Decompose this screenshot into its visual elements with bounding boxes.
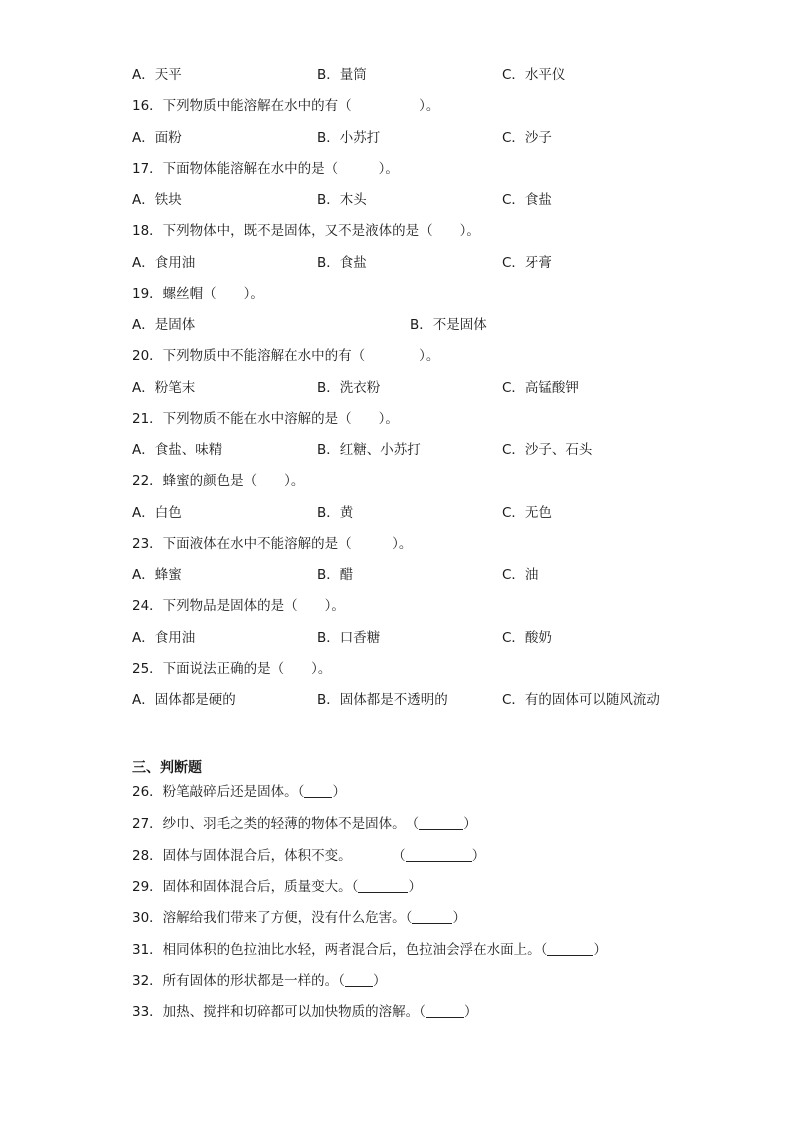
judgement-text: 26．粉笔敲碎后还是固体。（ xyxy=(132,784,305,800)
option-b[interactable]: B．小苏打 xyxy=(317,129,381,146)
option-b[interactable]: B．量筒 xyxy=(317,67,367,83)
option-a[interactable]: A．固体都是硬的 xyxy=(132,692,236,708)
answer-blank[interactable] xyxy=(358,878,408,893)
option-a[interactable]: A．天平 xyxy=(132,67,182,83)
option-c[interactable]: C．水平仪 xyxy=(502,67,566,83)
judgement-item xyxy=(132,939,607,961)
option-a[interactable]: A．蜂蜜 xyxy=(132,567,182,583)
judgement-text: 29．固体和固体混合后，质量变大。（ xyxy=(132,879,359,895)
answer-blank[interactable] xyxy=(547,941,593,956)
closing-paren: ） xyxy=(332,784,346,800)
question-text: 24．下列物品是固体的是（ ）。 xyxy=(132,598,345,615)
answer-blank[interactable] xyxy=(304,783,332,798)
judgement-item xyxy=(132,876,422,898)
judgement-item xyxy=(132,907,466,929)
option-b[interactable]: B．食盐 xyxy=(317,254,367,271)
closing-paren: ） xyxy=(471,848,486,864)
option-b[interactable]: B．黄 xyxy=(317,504,354,521)
option-a[interactable]: A．铁块 xyxy=(132,192,182,208)
closing-paren: ） xyxy=(452,910,466,926)
judgement-item xyxy=(132,781,346,803)
option-c[interactable]: C．无色 xyxy=(502,504,552,521)
option-b[interactable]: B．木头 xyxy=(317,192,367,208)
judgement-text: 33．加热、搅拌和切碎都可以加快物质的溶解。（ xyxy=(132,1004,426,1020)
option-a[interactable]: A．食盐、味精 xyxy=(132,442,223,458)
judgement-item xyxy=(132,845,485,867)
closing-paren: ） xyxy=(593,942,607,958)
option-a[interactable]: A．是固体 xyxy=(132,317,196,333)
judgement-text: 30．溶解给我们带来了方便，没有什么危害。（ xyxy=(132,910,413,926)
option-b[interactable]: B．口香糖 xyxy=(317,629,381,646)
answer-blank[interactable] xyxy=(426,1003,464,1018)
section-title: 三、判断题 xyxy=(132,760,202,776)
option-c[interactable]: C．牙膏 xyxy=(502,254,552,271)
judgement-text: 31．相同体积的色拉油比水轻，两者混合后，色拉油会浮在水面上。（ xyxy=(132,942,548,958)
closing-paren: ） xyxy=(463,816,477,832)
judgement-text: 27．纱巾、羽毛之类的轻薄的物体不是固体。 （ xyxy=(132,816,420,832)
option-c[interactable]: C．有的固体可以随风流动 xyxy=(502,692,660,708)
judgement-item xyxy=(132,1001,477,1023)
option-a[interactable]: A．粉笔末 xyxy=(132,379,196,396)
judgement-text: 28．固体与固体混合后，体积不变。 （ xyxy=(132,848,406,864)
question-text: 16．下列物质中能溶解在水中的有（ ）。 xyxy=(132,98,440,115)
answer-blank[interactable] xyxy=(412,909,452,924)
question-text: 20．下列物质中不能溶解在水中的有（ ）。 xyxy=(132,348,440,365)
answer-blank[interactable] xyxy=(345,972,373,987)
option-a[interactable]: A．食用油 xyxy=(132,254,196,271)
option-a[interactable]: A．食用油 xyxy=(132,629,196,646)
question-text: 19．螺丝帽（ ）。 xyxy=(132,285,264,302)
option-c[interactable]: C．酸奶 xyxy=(502,629,552,646)
closing-paren: ） xyxy=(463,1004,478,1020)
judgement-text: 32．所有固体的形状都是一样的。（ xyxy=(132,973,345,989)
answer-blank[interactable] xyxy=(419,815,463,830)
option-b[interactable]: B．洗衣粉 xyxy=(317,379,381,396)
judgement-item xyxy=(132,970,386,992)
option-c[interactable]: C．食盐 xyxy=(502,192,552,208)
option-a[interactable]: A．白色 xyxy=(132,504,182,521)
option-c[interactable]: C．油 xyxy=(502,567,539,583)
option-b[interactable]: B．醋 xyxy=(317,567,354,583)
question-text: 23．下面液体在水中不能溶解的是（ ）。 xyxy=(132,535,413,552)
question-text: 21．下列物质不能在水中溶解的是（ ）。 xyxy=(132,410,399,427)
question-text: 17．下面物体能溶解在水中的是（ ）。 xyxy=(132,160,399,177)
option-c[interactable]: C．高锰酸钾 xyxy=(502,379,579,396)
answer-blank[interactable] xyxy=(406,847,472,862)
option-b[interactable]: B．固体都是不透明的 xyxy=(317,692,448,708)
option-b[interactable]: B．不是固体 xyxy=(410,317,487,333)
option-b[interactable]: B．红糖、小苏打 xyxy=(317,442,421,458)
closing-paren: ） xyxy=(408,879,422,895)
question-text: 22．蜂蜜的颜色是（ ）。 xyxy=(132,473,305,490)
option-c[interactable]: C．沙子 xyxy=(502,129,552,146)
question-text: 18．下列物体中，既不是固体，又不是液体的是（ ）。 xyxy=(132,223,480,240)
option-c[interactable]: C．沙子、石头 xyxy=(502,442,593,458)
option-a[interactable]: A．面粉 xyxy=(132,129,182,146)
closing-paren: ） xyxy=(372,973,387,989)
question-text: 25．下面说法正确的是（ ）。 xyxy=(132,660,332,677)
judgement-item xyxy=(132,813,477,835)
